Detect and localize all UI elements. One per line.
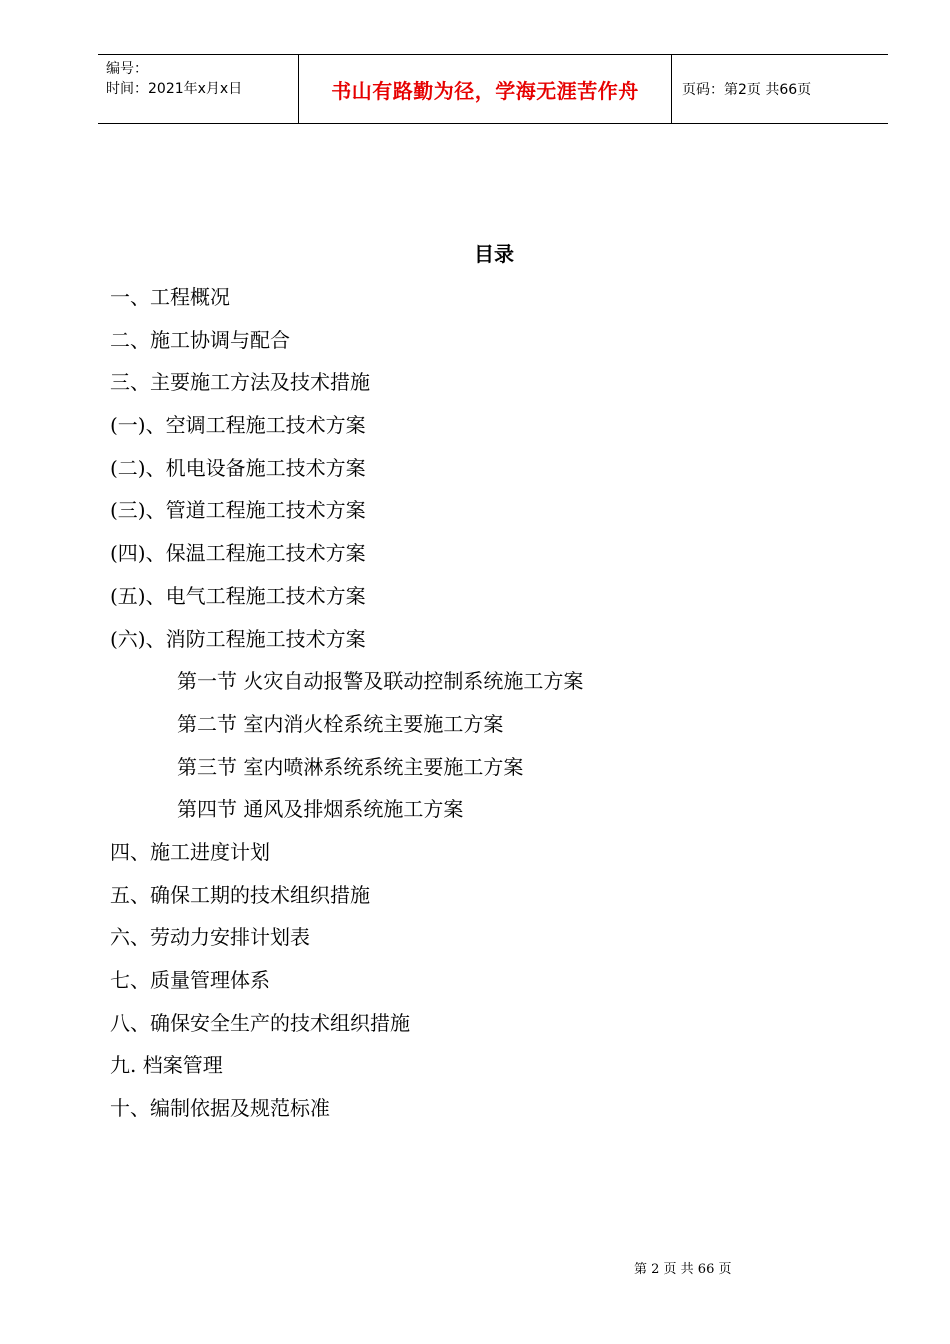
- toc-item: 七、质量管理体系: [110, 968, 270, 992]
- toc-subsection-item: 第四节 通风及排烟系统施工方案: [177, 797, 464, 822]
- toc-subsection-item: 第二节 室内消火栓系统主要施工方案: [177, 711, 504, 736]
- header-page-info: 页码：第2页 共66页: [682, 82, 812, 98]
- page-footer: 第 2 页 共 66 页: [634, 1262, 732, 1277]
- toc-item: (五)、电气工程施工技术方案: [110, 583, 366, 608]
- toc-item: 一、工程概况: [110, 285, 230, 309]
- toc-item: (二)、机电设备施工技术方案: [110, 455, 366, 480]
- toc-item: (一)、空调工程施工技术方案: [110, 413, 366, 438]
- document-time: 时间：2021年x月x日: [106, 81, 243, 97]
- toc-item: 八、确保安全生产的技术组织措施: [110, 1010, 410, 1035]
- toc-item: (三)、管道工程施工技术方案: [110, 498, 366, 523]
- toc-subsection-item: 第三节 室内喷淋系统系统主要施工方案: [177, 754, 524, 779]
- header-meta: [98, 55, 299, 123]
- toc-item: 六、劳动力安排计划表: [110, 925, 310, 950]
- toc-item: 三、主要施工方法及技术措施: [110, 370, 370, 395]
- toc-subsection-item: 第一节 火灾自动报警及联动控制系统施工方案: [177, 669, 584, 694]
- page-header: [98, 54, 888, 124]
- toc-title: 目录: [474, 242, 514, 266]
- header-slogan: 书山有路勤为径，学海无涯苦作舟: [299, 55, 672, 123]
- document-number-label: 编号：: [106, 61, 148, 77]
- toc-item: (四)、保温工程施工技术方案: [110, 541, 366, 566]
- toc-item: 二、施工协调与配合: [110, 327, 290, 352]
- toc-item: 九. 档案管理: [110, 1053, 223, 1078]
- toc-item: 五、确保工期的技术组织措施: [110, 882, 370, 907]
- toc-item: 四、施工进度计划: [110, 839, 270, 864]
- toc-item: (六)、消防工程施工技术方案: [110, 626, 366, 651]
- table-of-contents: [110, 276, 583, 1130]
- toc-item: 十、编制依据及规范标准: [110, 1096, 330, 1121]
